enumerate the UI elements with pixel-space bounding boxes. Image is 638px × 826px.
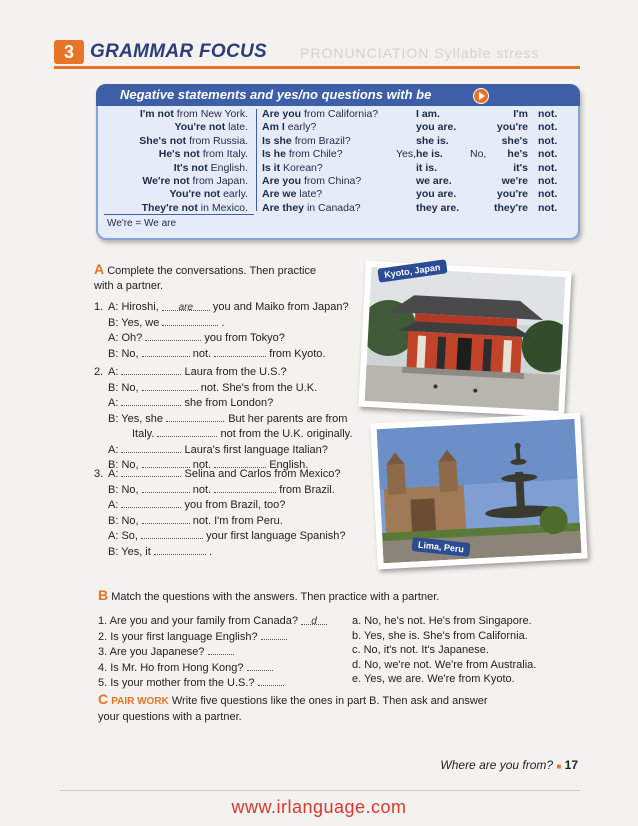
yes-answer: I am. [416, 108, 440, 120]
answer-blank[interactable] [121, 395, 181, 406]
answer-blank[interactable] [162, 300, 210, 311]
instruction-line-2: with a partner. [94, 279, 164, 292]
line-text: B: Yes, it [108, 545, 151, 558]
answer-blank[interactable] [121, 497, 181, 508]
yes-no-questions-column [262, 108, 392, 215]
question-verb: Are you [262, 108, 302, 120]
line-text: you from Brazil, too? [184, 499, 286, 511]
negative-subject: They're not [141, 201, 198, 214]
question-text: Is your mother from the U.S.? [110, 677, 255, 689]
yes-answer: we are. [416, 175, 452, 188]
answer-blank[interactable] [142, 513, 190, 524]
line-text: Laura from the U.S.? [184, 366, 287, 378]
match-blank[interactable] [261, 629, 287, 640]
footer-text: Where are you from? [440, 758, 554, 772]
contraction-separator [104, 214, 254, 215]
negative-rest: early. [223, 188, 248, 201]
negative-rest: from Russia. [189, 134, 248, 147]
matching-question [98, 629, 338, 645]
contraction-note: We're = We are [107, 218, 177, 229]
question-row [262, 162, 392, 175]
line-text: not. She's from the U.K. [200, 381, 318, 394]
no-answer: he's [507, 148, 528, 161]
no-word: No, [470, 148, 487, 160]
question-rest: from California? [304, 108, 379, 120]
question-verb: Are they [262, 201, 305, 214]
section-a-letter: A [94, 261, 105, 277]
question-number: 5. [98, 677, 108, 689]
answer-blank[interactable] [141, 528, 203, 539]
no-answer: she's [501, 134, 528, 147]
line-text: B: No, [108, 459, 139, 471]
line-text: you from Tokyo? [204, 332, 285, 344]
section-b-letter: B [98, 587, 109, 603]
line-text: not from the U.K. originally. [220, 428, 353, 440]
negative-row [100, 162, 248, 175]
line-text: B: Yes, we [108, 316, 160, 329]
section-number: 3 [54, 40, 84, 64]
negative-subject: You're not [169, 188, 221, 201]
question-verb: Am I [262, 121, 285, 134]
negative-row [100, 188, 248, 201]
bottom-rule [60, 790, 580, 791]
question-verb: Is she [262, 134, 292, 147]
answer-blank[interactable] [121, 466, 181, 477]
question-text: Is your first language English? [110, 630, 258, 643]
answer-blank[interactable] [145, 330, 201, 341]
not-word: not. [538, 161, 558, 174]
question-rest: early? [287, 121, 317, 134]
kyoto-photo [358, 261, 571, 418]
yes-word: Yes, [396, 148, 417, 160]
question-rest: from Brazil? [294, 134, 351, 147]
matching-answer: e. Yes, we are. We're from Kyoto. [352, 673, 515, 685]
header-rule [54, 66, 580, 69]
conversation-1 [94, 300, 349, 361]
question-rest: Korean? [283, 161, 323, 174]
negative-subject: I'm not [139, 108, 174, 120]
line-text: B: No, [108, 483, 139, 496]
question-text: Is Mr. Ho from Hong Kong? [110, 661, 244, 674]
line-text: not. [192, 347, 212, 360]
matching-answer: a. No, he's not. He's from Singapore. [352, 615, 532, 627]
answer-blank[interactable] [214, 346, 266, 357]
no-answer: they're [493, 201, 528, 214]
question-verb: Are you [262, 175, 302, 188]
question-rest: in Canada? [306, 201, 361, 214]
question-row [262, 188, 392, 201]
section-c [98, 692, 488, 724]
matching-answer: d. No, we're not. We're from Australia. [352, 658, 537, 671]
conversation-2 [94, 364, 352, 473]
match-blank[interactable] [247, 660, 273, 671]
question-text: Are you Japanese? [109, 646, 205, 658]
line-text: not. [192, 483, 212, 496]
question-number: 3. [98, 646, 108, 658]
yes-answer: they are. [416, 201, 460, 214]
negative-statements-column [100, 108, 248, 215]
negative-row [100, 148, 248, 161]
yes-answers-column [416, 108, 476, 215]
line-text: B: No, [108, 514, 139, 527]
line-text: from Brazil. [279, 483, 335, 496]
section-b-instruction [98, 588, 439, 605]
negative-subject: We're not [142, 175, 190, 188]
line-text: B: No, [108, 381, 139, 394]
yes-answer: you are. [416, 188, 457, 201]
question-row [262, 135, 392, 148]
not-word: not. [538, 108, 558, 120]
page-footer [440, 758, 578, 772]
match-blank[interactable] [208, 644, 234, 655]
matching-question [98, 660, 338, 676]
question-row [262, 148, 392, 161]
instruction-text: Match the questions with the answers. Then practice with a partner. [111, 591, 440, 603]
not-word: not. [538, 148, 558, 161]
line-text: A: [108, 366, 119, 378]
matching-question [98, 675, 338, 691]
answer-blank[interactable] [154, 544, 206, 555]
lima-photo [370, 413, 587, 570]
matching-question [98, 614, 338, 629]
section-b-answers [352, 614, 562, 687]
negative-rest: from Italy. [202, 148, 248, 161]
line-text: A: [108, 499, 119, 511]
negative-subject: He's not [158, 148, 200, 161]
match-answer: d [311, 616, 317, 627]
not-word: not. [538, 188, 558, 201]
negative-rest: English. [210, 161, 248, 174]
line-text: . [208, 545, 212, 558]
question-row [262, 121, 392, 134]
line-text: your first language Spanish? [206, 530, 346, 542]
lima-cathedral-image [377, 419, 582, 563]
negative-row [100, 121, 248, 134]
conversation-number: 3. [94, 468, 104, 480]
line-text: she from London? [184, 397, 274, 409]
faded-background-text: PRONUNCIATION Syllable stress [300, 45, 540, 61]
conversation-number: 2. [94, 366, 104, 378]
no-answer: we're [501, 175, 528, 188]
negative-rest: from New York. [176, 108, 248, 120]
matching-answer: b. Yes, she is. She's from California. [352, 629, 528, 642]
match-blank[interactable] [301, 614, 327, 625]
line-text: English. [269, 459, 309, 471]
line-text: not. I'm from Peru. [192, 514, 283, 527]
answer-blank[interactable] [142, 346, 190, 357]
question-number: 2. [98, 630, 108, 643]
no-answers-column [488, 108, 528, 215]
line-text: A: Hiroshi, [108, 301, 159, 313]
negative-subject: You're not [174, 121, 226, 134]
line-text: B: Yes, she [108, 412, 164, 425]
yes-answer: she is. [416, 134, 449, 147]
grammar-box-title: Negative statements and yes/no questions with be [120, 87, 432, 102]
negative-row [100, 135, 248, 148]
instruction-line-1: Write five questions like the ones in part B. Then ask and answer [171, 695, 488, 707]
question-rest: from Chile? [288, 148, 343, 161]
no-answer: you're [496, 188, 528, 201]
answer-blank[interactable] [142, 482, 190, 493]
page-number: 17 [564, 758, 578, 772]
negative-rest: from Japan. [192, 175, 248, 188]
line-text: A: [108, 468, 119, 480]
no-answer: I'm [513, 108, 528, 120]
watermark-url: www.irlanguage.com [231, 797, 407, 817]
line-text: . But her parents are from [222, 412, 348, 425]
question-row [262, 202, 392, 215]
not-word: not. [538, 201, 558, 214]
yes-answer: he is. [416, 148, 443, 161]
line-text: A: Oh? [108, 332, 143, 344]
question-rest: from China? [304, 175, 362, 188]
line-text: B: No, [108, 347, 139, 360]
question-row [262, 175, 392, 188]
line-text: A: [108, 397, 119, 409]
yes-answer: you are. [416, 121, 457, 134]
matching-answer: c. No, it's not. It's Japanese. [352, 644, 489, 656]
question-number: 4. [98, 661, 108, 674]
instruction-line-2: your questions with a partner. [98, 710, 242, 723]
conversation-number: 1. [94, 301, 104, 313]
footer-bullet: ■ [556, 762, 562, 771]
section-b-questions [98, 614, 338, 691]
audio-play-icon[interactable] [473, 88, 489, 104]
section-a-instruction [94, 262, 316, 293]
line-text: Selina and Carlos from Mexico? [184, 468, 341, 480]
kyoto-temple-image [365, 267, 566, 411]
no-answer: you're [496, 121, 528, 134]
line-text: not. [192, 459, 212, 471]
answer-blank[interactable] [121, 442, 181, 453]
line-text: A: [108, 443, 119, 456]
answer-blank[interactable] [166, 411, 222, 422]
question-row [262, 108, 392, 121]
negative-subject: It's not [173, 161, 208, 174]
question-text: Are you and your family from Canada? [109, 615, 298, 627]
no-answer: it's [513, 161, 528, 174]
kyoto-label: Kyoto, Japan [377, 259, 447, 282]
not-word: not. [538, 134, 558, 147]
answer-blank[interactable] [157, 426, 217, 437]
answer-blank[interactable] [142, 380, 198, 391]
pair-work-label: PAIR WORK [111, 696, 169, 707]
negative-row [100, 108, 248, 121]
line-text: from Kyoto. [269, 347, 326, 360]
question-verb: Are we [262, 188, 297, 201]
match-blank[interactable] [258, 675, 284, 686]
negative-subject: She's not [139, 134, 187, 147]
question-verb: Is he [262, 148, 286, 161]
answer-blank[interactable] [162, 315, 218, 326]
not-word: not. [538, 175, 558, 188]
negative-row [100, 175, 248, 188]
instruction-line-1: Complete the conversations. Then practice [107, 265, 317, 277]
not-column [538, 108, 568, 215]
negative-rest: late. [228, 121, 248, 134]
section-title: GRAMMAR FOCUS [90, 41, 267, 62]
grammar-column-divider [256, 109, 257, 211]
lima-label: Lima, Peru [411, 537, 470, 557]
filled-answer: are [178, 302, 194, 313]
line-text: Italy. [132, 428, 155, 440]
line-text: A: So, [108, 530, 138, 542]
answer-blank[interactable] [214, 482, 276, 493]
section-c-letter: C [98, 691, 109, 707]
line-text: Laura's first language Italian? [184, 443, 328, 456]
question-rest: late? [299, 188, 323, 201]
not-word: not. [538, 121, 558, 134]
answer-blank[interactable] [121, 364, 181, 375]
question-number: 1. [98, 615, 108, 627]
line-text: you and Maiko from Japan? [212, 301, 349, 313]
matching-question [98, 644, 338, 660]
question-verb: Is it [262, 161, 281, 174]
negative-rest: in Mexico. [200, 201, 248, 214]
conversation-3 [94, 466, 346, 559]
line-text: . [221, 316, 225, 329]
yes-answer: it is. [416, 161, 438, 174]
